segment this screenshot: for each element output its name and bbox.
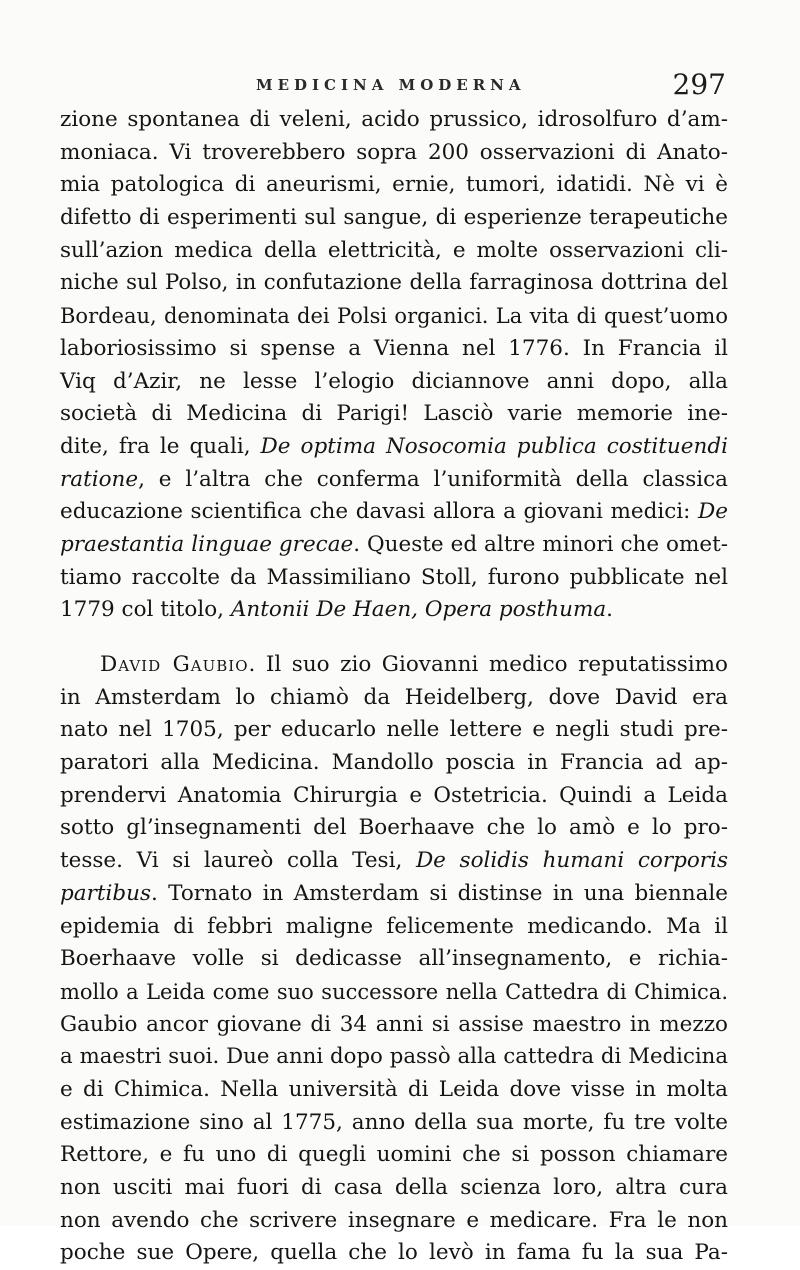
text-line [60, 267, 728, 300]
text-line [60, 1041, 728, 1074]
text-span: e di Chimica. Nella università di Leida dove visse in molta [60, 1076, 728, 1102]
text-line [60, 911, 728, 944]
text-line [60, 845, 728, 878]
text-span: tiamo raccolte da Massimiliano Stoll, furono pubblicate nel [60, 564, 728, 590]
text-line [60, 780, 728, 813]
text-line [60, 235, 728, 268]
italic-title: De optima Nosocomia publica costituendi [260, 433, 728, 459]
text-span: , e l’altra che conferma l’uniformità della classica [138, 466, 728, 492]
text-line [60, 137, 728, 170]
text-line [60, 714, 728, 747]
text-line [60, 1139, 728, 1172]
text-line [60, 649, 728, 682]
text-line [60, 1205, 728, 1238]
text-span: Boerhaave volle si dedicasse all’insegnamento, e richia- [60, 946, 728, 972]
text-line [60, 169, 728, 202]
text-line [60, 1009, 728, 1042]
text-line [60, 496, 728, 529]
text-line [60, 682, 728, 715]
running-head [60, 68, 728, 102]
italic-title: ratione [60, 466, 139, 492]
text-span: in Amsterdam lo chiamò da Heidelberg, dove David era [60, 684, 728, 710]
text-span: prendervi Anatomia Chirurgia e Ostetricia. Quindi a Leida [60, 782, 728, 808]
body-text [60, 104, 728, 1270]
text-line [60, 202, 728, 235]
text-line [60, 1074, 728, 1107]
text-span: tesse. Vi si laureò colla Tesi, [60, 848, 416, 874]
text-line [60, 300, 728, 333]
italic-title: Antonii De Haen, Opera posthuma [230, 597, 607, 623]
text-span: dite, fra le quali, [60, 433, 261, 459]
text-span: Rettore, e fu uno di quegli uomini che si posson chiamare [60, 1142, 728, 1168]
text-span: sotto gl’insegnamenti del Boerhaave che lo amò e lo pro- [60, 815, 728, 841]
text-span: società di Medicina di Parigi! Lasciò varie memorie ine- [60, 401, 728, 427]
text-line [60, 333, 728, 366]
italic-title: De solidis humani corporis [415, 848, 728, 874]
text-line [60, 431, 728, 464]
section-name: David Gaubio [100, 652, 249, 677]
text-span: . [606, 597, 614, 623]
text-line [60, 976, 728, 1009]
text-span: 1779 col titolo, [60, 597, 231, 623]
text-span: mollo a Leida come suo successore nella Cattedra di Chimica. [60, 979, 728, 1004]
text-span: epidemia di febbri maligne felicemente medicando. Ma il [60, 913, 728, 939]
text-span: difetto di esperimenti sul sangue, di esperienze terapeutiche [60, 205, 728, 231]
text-span: . Il suo zio Giovanni medico reputatissimo [248, 652, 728, 677]
text-span: Bordeau, denominata dei Polsi organici. La vita di quest’uomo [60, 304, 728, 329]
text-line [60, 104, 728, 137]
text-line [60, 398, 728, 431]
text-span: Gaubio ancor giovane di 34 anni si assise maestro in mezzo [60, 1011, 728, 1037]
text-span: a maestri suoi. Due anni dopo passò alla cattedra di Medicina [60, 1044, 728, 1070]
text-span: non usciti mai fuori di casa della scienza loro, altra cura [60, 1175, 728, 1200]
text-span: non avendo che scrivere insegnare e medicare. Fra le non [60, 1207, 728, 1233]
text-line [60, 812, 728, 845]
italic-title: partibus [60, 880, 152, 906]
page-number: 297 [672, 68, 726, 101]
text-line [60, 594, 728, 627]
text-line [60, 1237, 728, 1270]
text-line [60, 747, 728, 780]
text-line [60, 464, 728, 497]
text-span: moniaca. Vi troverebbero sopra 200 osservazioni di Anato- [60, 139, 728, 165]
running-title: MEDICINA MODERNA [256, 76, 526, 94]
text-line [60, 529, 728, 562]
text-span: sull’azion medica della elettricità, e molte osservazioni cli- [60, 237, 728, 263]
text-span: poche sue Opere, quella che lo levò in fama fu la sua Pa- [60, 1240, 728, 1266]
text-line [60, 878, 728, 911]
text-span: niche sul Polso, in confutazione della farraginosa dottrina del [60, 270, 728, 296]
text-span: Viq d’Azir, ne lesse l’elogio diciannove anni dopo, alla [60, 368, 728, 394]
text-span: zione spontanea di veleni, acido prussico, idrosolfuro d’am- [60, 107, 728, 132]
italic-title: De [698, 499, 728, 525]
text-span: mia patologica di aneurismi, ernie, tumori, idatidi. Nè vi è [60, 172, 728, 198]
text-span: paratori alla Medicina. Mandollo poscia in Francia ad ap- [60, 750, 728, 776]
text-span: nato nel 1705, per educarlo nelle lettere e negli studi pre- [60, 717, 728, 743]
text-line [60, 562, 728, 595]
text-line [60, 943, 728, 976]
text-line [60, 1107, 728, 1140]
text-line [60, 1172, 728, 1205]
text-span: . Tornato in Amsterdam si distinse in una biennale [151, 880, 728, 906]
text-span: . Queste ed altre minori che omet- [353, 531, 728, 557]
text-line [60, 366, 728, 399]
text-span: estimazione sino al 1775, anno della sua morte, fu tre volte [60, 1109, 728, 1135]
text-span: laboriosissimo si spense a Vienna nel 1776. In Francia il [60, 335, 728, 361]
paragraph-gap [60, 627, 728, 649]
italic-title: praestantia linguae grecae [60, 531, 354, 557]
text-span: educazione scientifica che davasi allora a giovani medici: [60, 499, 699, 525]
